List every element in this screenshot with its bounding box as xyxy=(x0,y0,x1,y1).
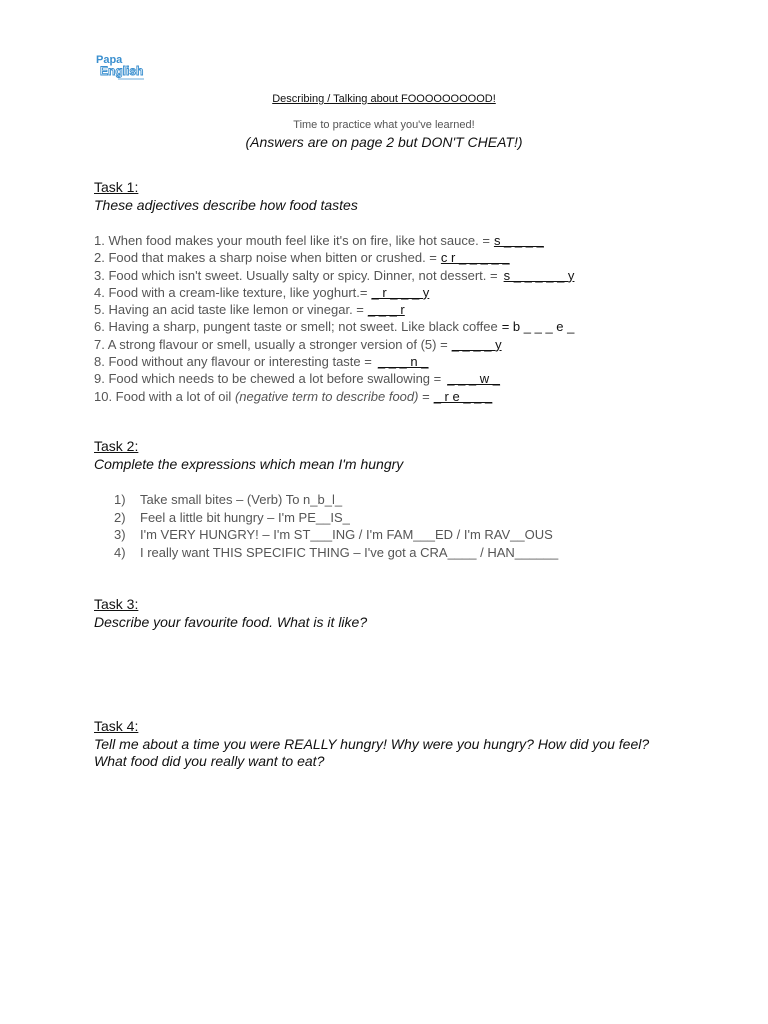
task2-description: Complete the expressions which mean I'm hungry xyxy=(94,456,404,472)
task2-item-number: 4) xyxy=(114,544,126,560)
task1-item xyxy=(94,336,574,353)
task1-item-text: 2. Food that makes a sharp noise when bitten or crushed. = xyxy=(94,250,437,266)
logo-graphic xyxy=(94,52,146,82)
task1-item-text: 5. Having an acid taste like lemon or vinegar. = xyxy=(94,302,364,318)
task1-item xyxy=(94,388,574,405)
task1-item-answer: _ _ _ n _ xyxy=(377,354,429,370)
task1-item-answer: _ _ _ w _ xyxy=(447,371,501,387)
papa-english-logo xyxy=(94,52,146,82)
task1-item-text: 9. Food which needs to be chewed a lot before swallowing = xyxy=(94,371,442,387)
task2-item-text: Take small bites – (Verb) To n_b_l_ xyxy=(140,492,343,507)
task1-item-answer: = b _ _ _ e _ xyxy=(501,319,575,335)
task1-item-text: 1. When food makes your mouth feel like it's on fire, like hot sauce. = xyxy=(94,233,490,248)
task2-item-text: Feel a little bit hungry – I'm PE__IS_ xyxy=(140,509,350,525)
task2-item-number: 1) xyxy=(114,492,126,507)
task1-list xyxy=(94,232,574,405)
task1-item xyxy=(94,353,574,370)
answers-note: (Answers are on page 2 but DON'T CHEAT!) xyxy=(245,134,523,150)
task2-item xyxy=(114,544,558,562)
task3-heading: Task 3: xyxy=(94,596,139,612)
task1-item-text: 8. Food without any flavour or interesting taste = xyxy=(94,354,372,370)
task1-item-answer: _ _ _ _ y xyxy=(451,336,502,352)
task2-item-number: 2) xyxy=(114,509,126,525)
task1-item-answer: _ r _ _ _ y xyxy=(371,284,430,300)
task1-item xyxy=(94,318,574,335)
task1-item xyxy=(94,249,574,266)
task1-item-text: 3. Food which isn't sweet. Usually salty or spicy. Dinner, not dessert. = xyxy=(94,267,498,283)
task3-description: Describe your favourite food. What is it like? xyxy=(94,614,368,630)
task1-item-text: 6. Having a sharp, pungent taste or smell; not sweet. Like black coffee xyxy=(94,319,498,335)
svg-text:Papa: Papa xyxy=(96,54,123,66)
task2-item-text: I really want THIS SPECIFIC THING – I've got a CRA____ / HAN______ xyxy=(140,544,559,560)
task4-heading: Task 4: xyxy=(94,718,139,734)
task2-item xyxy=(114,509,558,527)
task1-description: These adjectives describe how food tastes xyxy=(94,197,358,213)
task1-item xyxy=(94,232,574,249)
task4-description-line2: What food did you really want to eat? xyxy=(94,753,325,769)
task1-item xyxy=(94,370,574,387)
task2-item-text: I'm VERY HUNGRY! – I'm ST___ING / I'm FAM___ED / I'm RAV__OUS xyxy=(140,527,553,542)
subtitle: Time to practice what you've learned! xyxy=(293,119,475,131)
task1-item-text: 4. Food with a cream-like texture, like yoghurt.= xyxy=(94,284,368,300)
task1-item-answer: c r _ _ _ _ _ xyxy=(440,250,510,266)
svg-text:English: English xyxy=(100,64,144,78)
task1-item-answer: s _ _ _ _ _ y xyxy=(503,267,575,283)
task1-item xyxy=(94,284,574,301)
task1-heading: Task 1: xyxy=(94,179,139,195)
task2-item xyxy=(114,526,558,544)
task2-heading: Task 2: xyxy=(94,438,139,454)
task1-item-text: 7. A strong flavour or smell, usually a stronger version of (5) = xyxy=(94,336,448,352)
task1-item-answer: _ _ _ r xyxy=(367,302,405,318)
task2-item-number: 3) xyxy=(114,527,126,542)
task1-item-text: 10. Food with a lot of oil xyxy=(94,388,232,404)
document-title: Describing / Talking about FOOOOOOOOOD! xyxy=(272,93,496,105)
task4-description-line1: Tell me about a time you were REALLY hungry! Why were you hungry? How did you feel? xyxy=(94,736,650,752)
task1-item-italic: (negative term to describe food) xyxy=(234,388,419,404)
task1-item-equals: = xyxy=(422,388,430,404)
task1-item-answer: _ r e _ _ _ xyxy=(433,388,493,404)
task1-item-answer: s _ _ _ _ xyxy=(493,233,544,248)
task1-item xyxy=(94,267,574,284)
task1-item xyxy=(94,301,574,318)
task2-item xyxy=(114,491,558,509)
task2-list xyxy=(114,491,558,561)
